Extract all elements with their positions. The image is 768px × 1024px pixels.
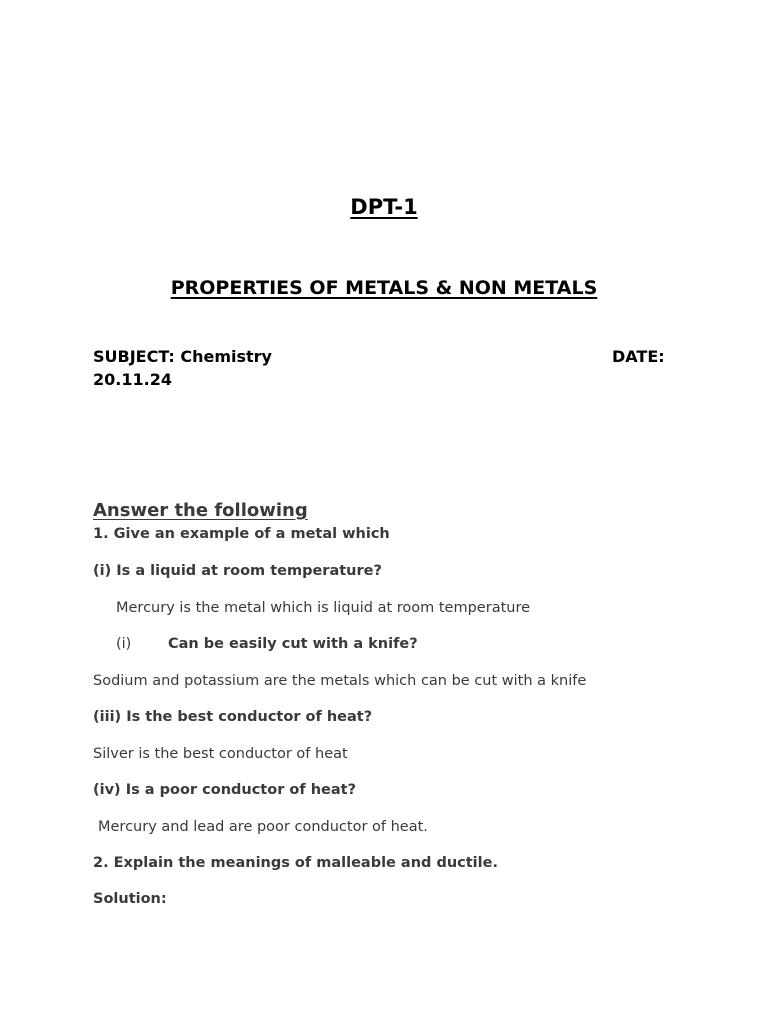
question-1-part-iv: (iv) Is a poor conductor of heat? [93,782,357,798]
question-1: 1. Give an example of a metal which [93,526,390,542]
subject-label: SUBJECT: Chemistry [93,347,272,366]
question-1-part-i: (i) Is a liquid at room temperature? [93,563,382,579]
answer-1-part-iii: Silver is the best conductor of heat [93,746,348,762]
date-value: 20.11.24 [93,370,172,389]
solution-label: Solution: [93,891,167,907]
page-subtitle: PROPERTIES OF METALS & NON METALS [170,277,598,299]
question-1-part-iii: (iii) Is the best conductor of heat? [93,709,373,725]
date-label: DATE: [612,347,665,366]
answer-1-part-iv: Mercury and lead are poor conductor of heat. [98,819,428,835]
page-title: DPT-1 [350,195,418,219]
answer-1-part-ii: Sodium and potassium are the metals which can be cut with a knife [93,673,587,689]
question-1-part-ii-number: (i) [116,636,132,652]
section-heading: Answer the following [93,500,308,521]
question-1-part-ii: Can be easily cut with a knife? [168,636,418,652]
question-2: 2. Explain the meanings of malleable and ductile. [93,855,498,871]
answer-1-part-i: Mercury is the metal which is liquid at room temperature [116,600,531,616]
